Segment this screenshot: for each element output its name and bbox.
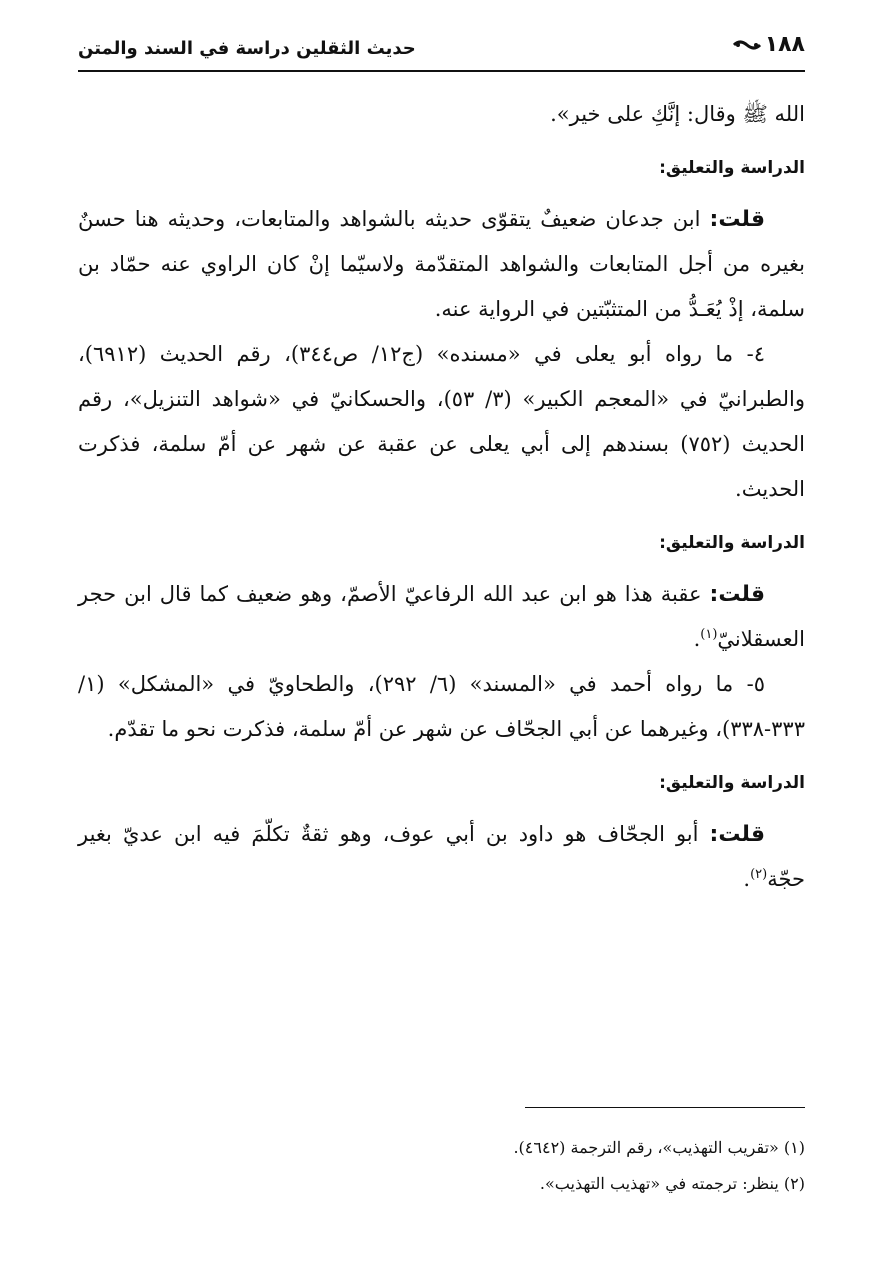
page-number: ١٨٨ bbox=[764, 32, 805, 57]
paragraph-end: . bbox=[693, 627, 701, 651]
paragraph-commentary-2 bbox=[78, 572, 805, 662]
paragraph-end: . bbox=[743, 867, 751, 891]
footnote-separator bbox=[525, 1107, 805, 1108]
paragraph-narration-4: ٤- ما رواه أبو يعلى في «مسنده» (ج١٢/ ص٣٤٤)، رقم الحديث (٦٩١٢)، والطبرانيّ في «المعجم الكبير» (٣/ ٥٣)، والحسكانيّ في «شواهد التنزيل»، رقم الحديث (٧٥٢) بسندهم إلى أبي يعلى عن عقبة عن شهر عن أمّ سلمة، فذكرت الحديث. bbox=[78, 342, 805, 501]
page-number-block bbox=[733, 32, 805, 57]
ornament-icon bbox=[733, 38, 761, 52]
section-heading: الدراسة والتعليق: bbox=[659, 533, 805, 553]
said-label: قلت: bbox=[709, 207, 765, 232]
footnote-marker: (٢) bbox=[750, 867, 768, 882]
main-text bbox=[78, 92, 805, 902]
said-label: قلت: bbox=[709, 822, 765, 847]
continuation-line: الله ﷺ وقال: إنَّكِ على خير». bbox=[550, 102, 805, 126]
said-label: قلت: bbox=[709, 582, 765, 607]
section-heading: الدراسة والتعليق: bbox=[659, 158, 805, 178]
paragraph-commentary-3 bbox=[78, 812, 805, 902]
footnotes bbox=[78, 1130, 805, 1202]
running-title: حديث الثقلين دراسة في السند والمتن bbox=[78, 38, 416, 59]
paragraph-commentary-1 bbox=[78, 197, 805, 332]
footnote-marker: (١) bbox=[700, 627, 718, 642]
footnote-1: (١) «تقريب التهذيب»، رقم الترجمة (٤٦٤٢). bbox=[513, 1138, 805, 1157]
paragraph-text: عقبة هذا هو ابن عبد الله الرفاعيّ الأصمّ، وهو ضعيف كما قال ابن حجر العسقلانيّ bbox=[78, 582, 805, 651]
footnote-2: (٢) ينظر: ترجمته في «تهذيب التهذيب». bbox=[539, 1174, 805, 1193]
paragraph-text: ابن جدعان ضعيفٌ يتقوّى حديثه بالشواهد والمتابعات، وحديثه هنا حسنٌ بغيره من أجل المتابعات والشواهد المتقدّمة ولاسيّما إنْ كان الراوي عنه حمّاد بن سلمة، إذْ يُعَـدُّ من المتثبّتين في الرواية عنه. bbox=[78, 207, 805, 321]
paragraph-narration-5: ٥- ما رواه أحمد في «المسند» (٦/ ٢٩٢)، والطحاويّ في «المشكل» (١/ ٣٣٣-٣٣٨)، وغيرهما عن أبي الجحّاف عن شهر عن أمّ سلمة، فذكرت نحو ما تقدّم. bbox=[78, 672, 805, 741]
section-heading: الدراسة والتعليق: bbox=[659, 773, 805, 793]
page-header bbox=[78, 30, 805, 72]
paragraph-text: أبو الجحّاف هو داود بن أبي عوف، وهو ثقةٌ تكلّمَ فيه ابن عديّ بغير حجّة bbox=[78, 822, 805, 891]
